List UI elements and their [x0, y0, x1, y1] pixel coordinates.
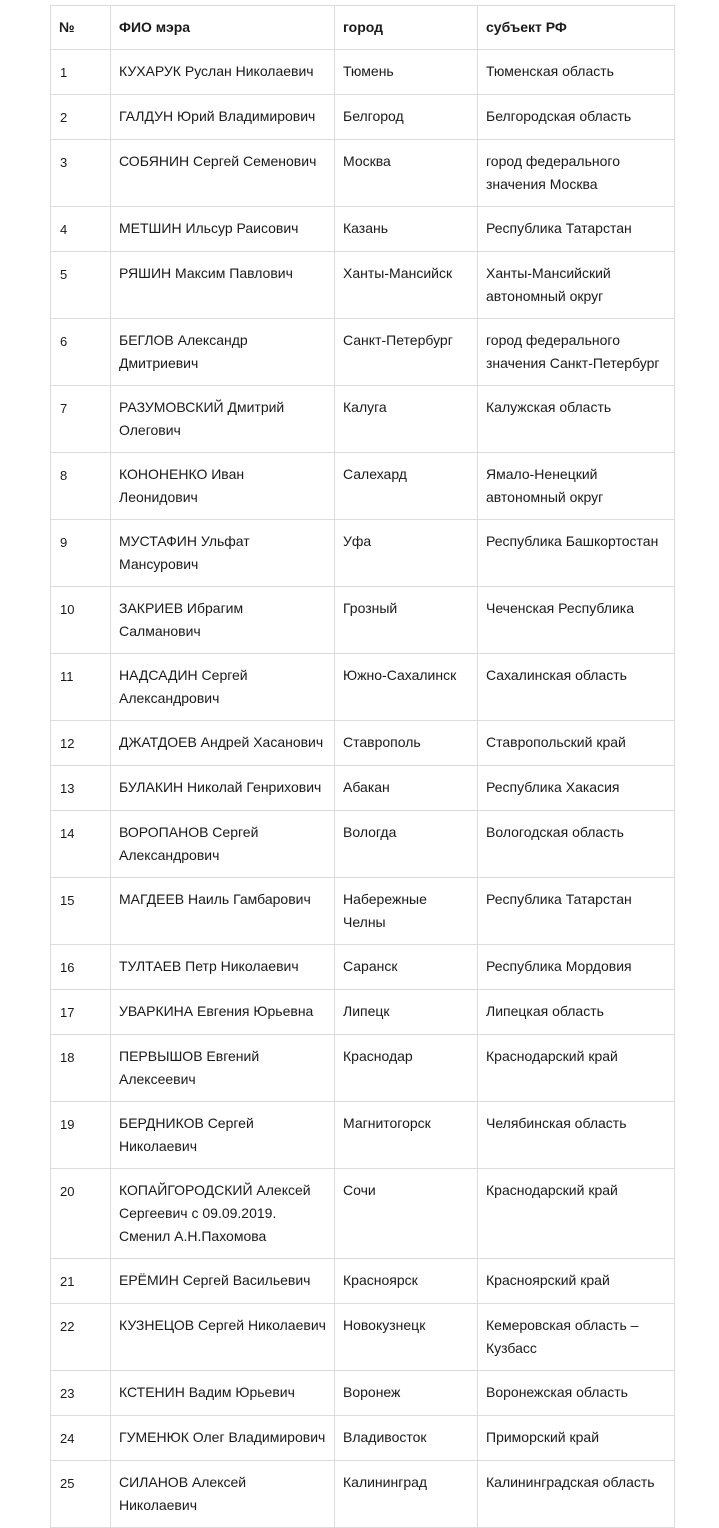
table-row: [51, 990, 675, 1035]
cell-number: 16: [51, 945, 111, 990]
cell-city: Воронеж: [335, 1371, 478, 1416]
table-row: [51, 453, 675, 520]
cell-number: 25: [51, 1461, 111, 1528]
table-row: [51, 1416, 675, 1461]
cell-number: 5: [51, 252, 111, 319]
table-row: [51, 1259, 675, 1304]
cell-city: Белгород: [335, 95, 478, 140]
cell-number: 21: [51, 1259, 111, 1304]
table-row: [51, 766, 675, 811]
cell-city: Калининград: [335, 1461, 478, 1528]
cell-region: город федерального значения Санкт-Петербург: [478, 319, 675, 386]
cell-mayor-name: НАДСАДИН Сергей Александрович: [111, 654, 335, 721]
cell-number: 11: [51, 654, 111, 721]
cell-number: 17: [51, 990, 111, 1035]
cell-region: Краснодарский край: [478, 1169, 675, 1259]
cell-region: Приморский край: [478, 1416, 675, 1461]
cell-number: 6: [51, 319, 111, 386]
cell-city: Саранск: [335, 945, 478, 990]
cell-number: 20: [51, 1169, 111, 1259]
cell-mayor-name: УВАРКИНА Евгения Юрьевна: [111, 990, 335, 1035]
cell-number: 2: [51, 95, 111, 140]
cell-mayor-name: КУЗНЕЦОВ Сергей Николаевич: [111, 1304, 335, 1371]
cell-city: Магнитогорск: [335, 1102, 478, 1169]
cell-region: Краснодарский край: [478, 1035, 675, 1102]
cell-region: Вологодская область: [478, 811, 675, 878]
header-mayor-name: ФИО мэра: [111, 6, 335, 50]
table-row: [51, 878, 675, 945]
cell-city: Новокузнецк: [335, 1304, 478, 1371]
cell-region: Ямало-Ненецкий автономный округ: [478, 453, 675, 520]
cell-region: Кемеровская область – Кузбасс: [478, 1304, 675, 1371]
table-row: [51, 721, 675, 766]
cell-city: Уфа: [335, 520, 478, 587]
table-row: [51, 1102, 675, 1169]
cell-city: Абакан: [335, 766, 478, 811]
table-row: [51, 319, 675, 386]
cell-city: Салехард: [335, 453, 478, 520]
cell-mayor-name: ЕРЁМИН Сергей Васильевич: [111, 1259, 335, 1304]
cell-mayor-name: СИЛАНОВ Алексей Николаевич: [111, 1461, 335, 1528]
cell-number: 14: [51, 811, 111, 878]
cell-number: 4: [51, 207, 111, 252]
cell-mayor-name: БЕГЛОВ Александр Дмитриевич: [111, 319, 335, 386]
cell-number: 7: [51, 386, 111, 453]
cell-region: Воронежская область: [478, 1371, 675, 1416]
cell-number: 22: [51, 1304, 111, 1371]
cell-city: Калуга: [335, 386, 478, 453]
cell-mayor-name: РАЗУМОВСКИЙ Дмитрий Олегович: [111, 386, 335, 453]
table-row: [51, 1461, 675, 1528]
cell-number: 12: [51, 721, 111, 766]
cell-region: Республика Мордовия: [478, 945, 675, 990]
table-row: [51, 1035, 675, 1102]
cell-city: Южно-Сахалинск: [335, 654, 478, 721]
cell-region: Республика Татарстан: [478, 207, 675, 252]
cell-city: Краснодар: [335, 1035, 478, 1102]
cell-region: Челябинская область: [478, 1102, 675, 1169]
cell-city: Красноярск: [335, 1259, 478, 1304]
table-header-row: [51, 6, 675, 50]
cell-mayor-name: ГУМЕНЮК Олег Владимирович: [111, 1416, 335, 1461]
cell-city: Владивосток: [335, 1416, 478, 1461]
cell-city: Казань: [335, 207, 478, 252]
table-row: [51, 386, 675, 453]
cell-mayor-name: КУХАРУК Руслан Николаевич: [111, 50, 335, 95]
cell-region: Ставропольский край: [478, 721, 675, 766]
header-number: №: [51, 6, 111, 50]
cell-mayor-name: КОНОНЕНКО Иван Леонидович: [111, 453, 335, 520]
cell-mayor-name: ДЖАТДОЕВ Андрей Хасанович: [111, 721, 335, 766]
table-row: [51, 520, 675, 587]
cell-region: Республика Башкортостан: [478, 520, 675, 587]
table-row: [51, 252, 675, 319]
table-row: [51, 945, 675, 990]
cell-region: Ханты-Мансийский автономный округ: [478, 252, 675, 319]
table-row: [51, 1169, 675, 1259]
cell-city: Набережные Челны: [335, 878, 478, 945]
header-region: субъект РФ: [478, 6, 675, 50]
cell-city: Москва: [335, 140, 478, 207]
cell-city: Ставрополь: [335, 721, 478, 766]
table-row: [51, 50, 675, 95]
cell-number: 18: [51, 1035, 111, 1102]
table-row: [51, 1371, 675, 1416]
cell-city: Ханты-Мансийск: [335, 252, 478, 319]
cell-number: 23: [51, 1371, 111, 1416]
cell-region: Сахалинская область: [478, 654, 675, 721]
cell-region: Республика Татарстан: [478, 878, 675, 945]
cell-number: 3: [51, 140, 111, 207]
cell-mayor-name: МАГДЕЕВ Наиль Гамбарович: [111, 878, 335, 945]
cell-city: Грозный: [335, 587, 478, 654]
header-city: город: [335, 6, 478, 50]
cell-number: 19: [51, 1102, 111, 1169]
cell-number: 24: [51, 1416, 111, 1461]
cell-number: 8: [51, 453, 111, 520]
cell-mayor-name: КСТЕНИН Вадим Юрьевич: [111, 1371, 335, 1416]
cell-mayor-name: БУЛАКИН Николай Генрихович: [111, 766, 335, 811]
cell-region: город федерального значения Москва: [478, 140, 675, 207]
cell-region: Белгородская область: [478, 95, 675, 140]
cell-number: 9: [51, 520, 111, 587]
cell-mayor-name: МЕТШИН Ильсур Раисович: [111, 207, 335, 252]
cell-region: Чеченская Республика: [478, 587, 675, 654]
cell-mayor-name: ТУЛТАЕВ Петр Николаевич: [111, 945, 335, 990]
cell-mayor-name: ПЕРВЫШОВ Евгений Алексеевич: [111, 1035, 335, 1102]
table-row: [51, 1304, 675, 1371]
mayors-table: [50, 5, 675, 1528]
cell-number: 13: [51, 766, 111, 811]
table-row: [51, 140, 675, 207]
cell-mayor-name: КОПАЙГОРОДСКИЙ Алексей Сергеевич с 09.09.2019. Сменил А.Н.Пахомова: [111, 1169, 335, 1259]
cell-region: Калужская область: [478, 386, 675, 453]
cell-mayor-name: СОБЯНИН Сергей Семенович: [111, 140, 335, 207]
table-row: [51, 811, 675, 878]
cell-mayor-name: ЗАКРИЕВ Ибрагим Салманович: [111, 587, 335, 654]
cell-mayor-name: БЕРДНИКОВ Сергей Николаевич: [111, 1102, 335, 1169]
cell-region: Липецкая область: [478, 990, 675, 1035]
cell-number: 10: [51, 587, 111, 654]
cell-city: Вологда: [335, 811, 478, 878]
cell-city: Тюмень: [335, 50, 478, 95]
cell-mayor-name: РЯШИН Максим Павлович: [111, 252, 335, 319]
cell-city: Сочи: [335, 1169, 478, 1259]
cell-city: Липецк: [335, 990, 478, 1035]
cell-city: Санкт-Петербург: [335, 319, 478, 386]
table-row: [51, 587, 675, 654]
cell-mayor-name: ГАЛДУН Юрий Владимирович: [111, 95, 335, 140]
table-row: [51, 654, 675, 721]
cell-number: 1: [51, 50, 111, 95]
cell-region: Калининградская область: [478, 1461, 675, 1528]
cell-mayor-name: МУСТАФИН Ульфат Мансурович: [111, 520, 335, 587]
table-row: [51, 95, 675, 140]
table-row: [51, 207, 675, 252]
cell-region: Республика Хакасия: [478, 766, 675, 811]
cell-number: 15: [51, 878, 111, 945]
cell-mayor-name: ВОРОПАНОВ Сергей Александрович: [111, 811, 335, 878]
cell-region: Тюменская область: [478, 50, 675, 95]
cell-region: Красноярский край: [478, 1259, 675, 1304]
